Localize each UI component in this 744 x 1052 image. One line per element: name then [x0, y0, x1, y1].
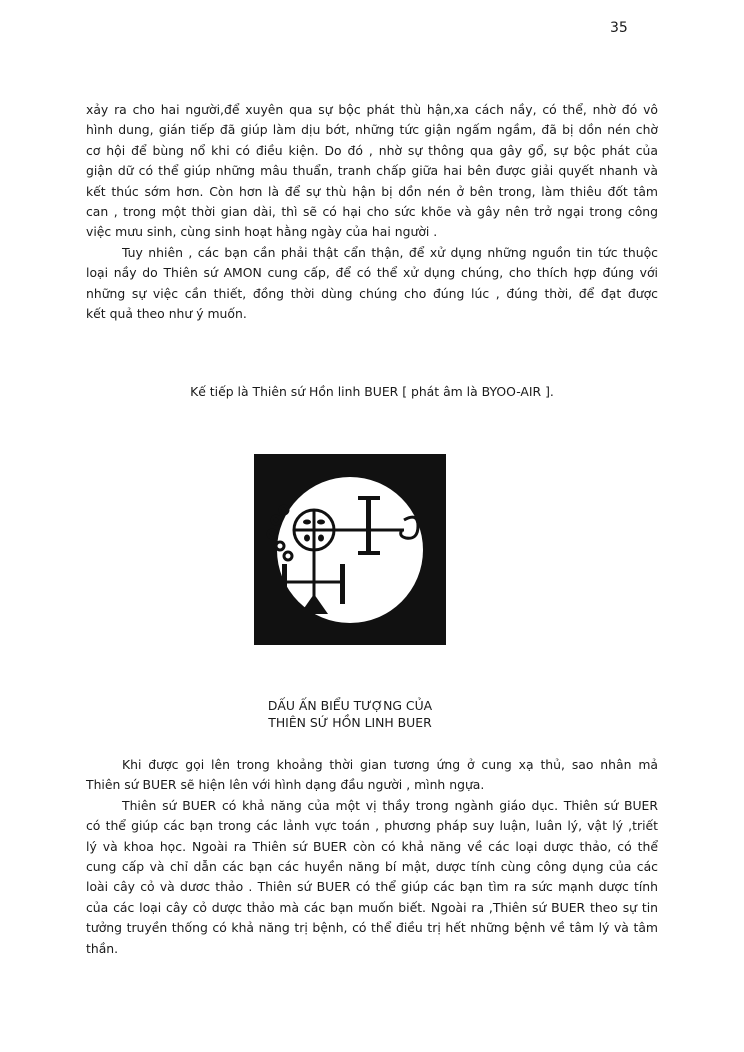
- text-line: kết thúc sớm hơn. Còn hơn là để sự thù hận bị dồn nén ở bên trong, làm thiêu đốt tâm: [86, 183, 658, 199]
- paragraph: [86, 796, 658, 959]
- text-line: cơ hội để bùng nổ khi có điều kiện. Do đó , nhờ sự thông qua gây gổ, sự bộc phát của: [86, 142, 658, 158]
- text-line: những sự việc cần thiết, đồng thời dùng chúng cho đúng lúc , đúng thời, để đạt được: [86, 285, 658, 301]
- text-line: Khi được gọi lên trong khoảng thời gian tương ứng ở cung xạ thủ, sao nhân mả: [122, 757, 658, 772]
- text-line: thần.: [86, 940, 119, 956]
- text-line: Tuy nhiên , các bạn cần phải thật cẩn thận, để xử dụng những nguồn tin tức thuộc: [122, 244, 658, 260]
- caption: Kế tiếp là Thiên sứ Hồn linh BUER [ phát âm là BYOO-AIR ].: [190, 384, 554, 399]
- text-line: cung cấp và chỉ dẫn các bạn các huyền năng bí mật, dược tính cùng công dụng của các: [86, 859, 658, 875]
- text-line: Thiên sứ BUER có khả năng của một vị thầy trong ngành giáo dục. Thiên sứ BUER: [122, 797, 658, 813]
- text-line: của các loại cây cỏ dược thảo mà các bạn muốn biết. Ngoài ra ,Thiên sứ BUER theo sự tin: [86, 899, 658, 915]
- text-line: hình dung, gián tiếp đã giúp làm dịu bớt, những tức giận ngấm ngầm, đã bị dồn nén chờ: [86, 122, 658, 138]
- paragraph: [86, 755, 658, 796]
- text-line: xảy ra cho hai người,để xuyên qua sự bộc phát thù hận,xa cách nầy, có thể, nhờ đó vô: [86, 102, 658, 117]
- text-line: lý và khoa học. Ngoài ra Thiên sứ BUER còn có khả năng về các loại dược thảo, có thể: [86, 838, 658, 854]
- text-line: có thể giúp các bạn trong các lảnh vực toán , phương pháp suy luận, luân lý, vật lý ,triết: [86, 818, 658, 834]
- text-line: can , trong một thời gian dài, thì sẽ có hại cho sức khõe và gây nên trở ngại trong công: [86, 204, 658, 220]
- body-text-top: [86, 100, 658, 324]
- text-line: giận dữ có thể giúp những mâu thuẩn, tranh chấp giữa hai bên được giải quyết nhanh và: [86, 163, 658, 179]
- body-text-bottom: [86, 755, 658, 959]
- text-line: kết quả theo như ý muốn.: [86, 306, 247, 322]
- heading-line-1: DẤU ẤN BIỂU TƯỢNG CỦA: [267, 698, 433, 713]
- paragraph: [86, 100, 658, 243]
- text-line: tưởng truyền thống có khả năng trị bệnh, có thể điều trị hết những bệnh về tâm lý và tâm: [86, 920, 658, 936]
- text-line: việc mưu sinh, cùng sinh hoạt hằng ngày của hai người .: [86, 224, 438, 240]
- heading-line-2: THIÊN SỨ HỒN LINH BUER: [268, 715, 432, 730]
- buer-seal-image: [254, 454, 446, 645]
- page-number: 35: [610, 20, 628, 36]
- text-line: Thiên sứ BUER sẽ hiện lên với hình dạng đầu người , mình ngựa.: [86, 777, 485, 793]
- section-heading: [0, 697, 700, 731]
- text-line: loại nầy do Thiên sứ AMON cung cấp, để có thể xử dụng chúng, cho thích hợp đúng với: [86, 265, 658, 281]
- text-line: loài cây cỏ và dươc thảo . Thiên sứ BUER có thể giúp các bạn tìm ra sức mạnh dược tính: [86, 879, 658, 895]
- paragraph: [86, 243, 658, 325]
- buer-sigil-icon: [254, 454, 446, 645]
